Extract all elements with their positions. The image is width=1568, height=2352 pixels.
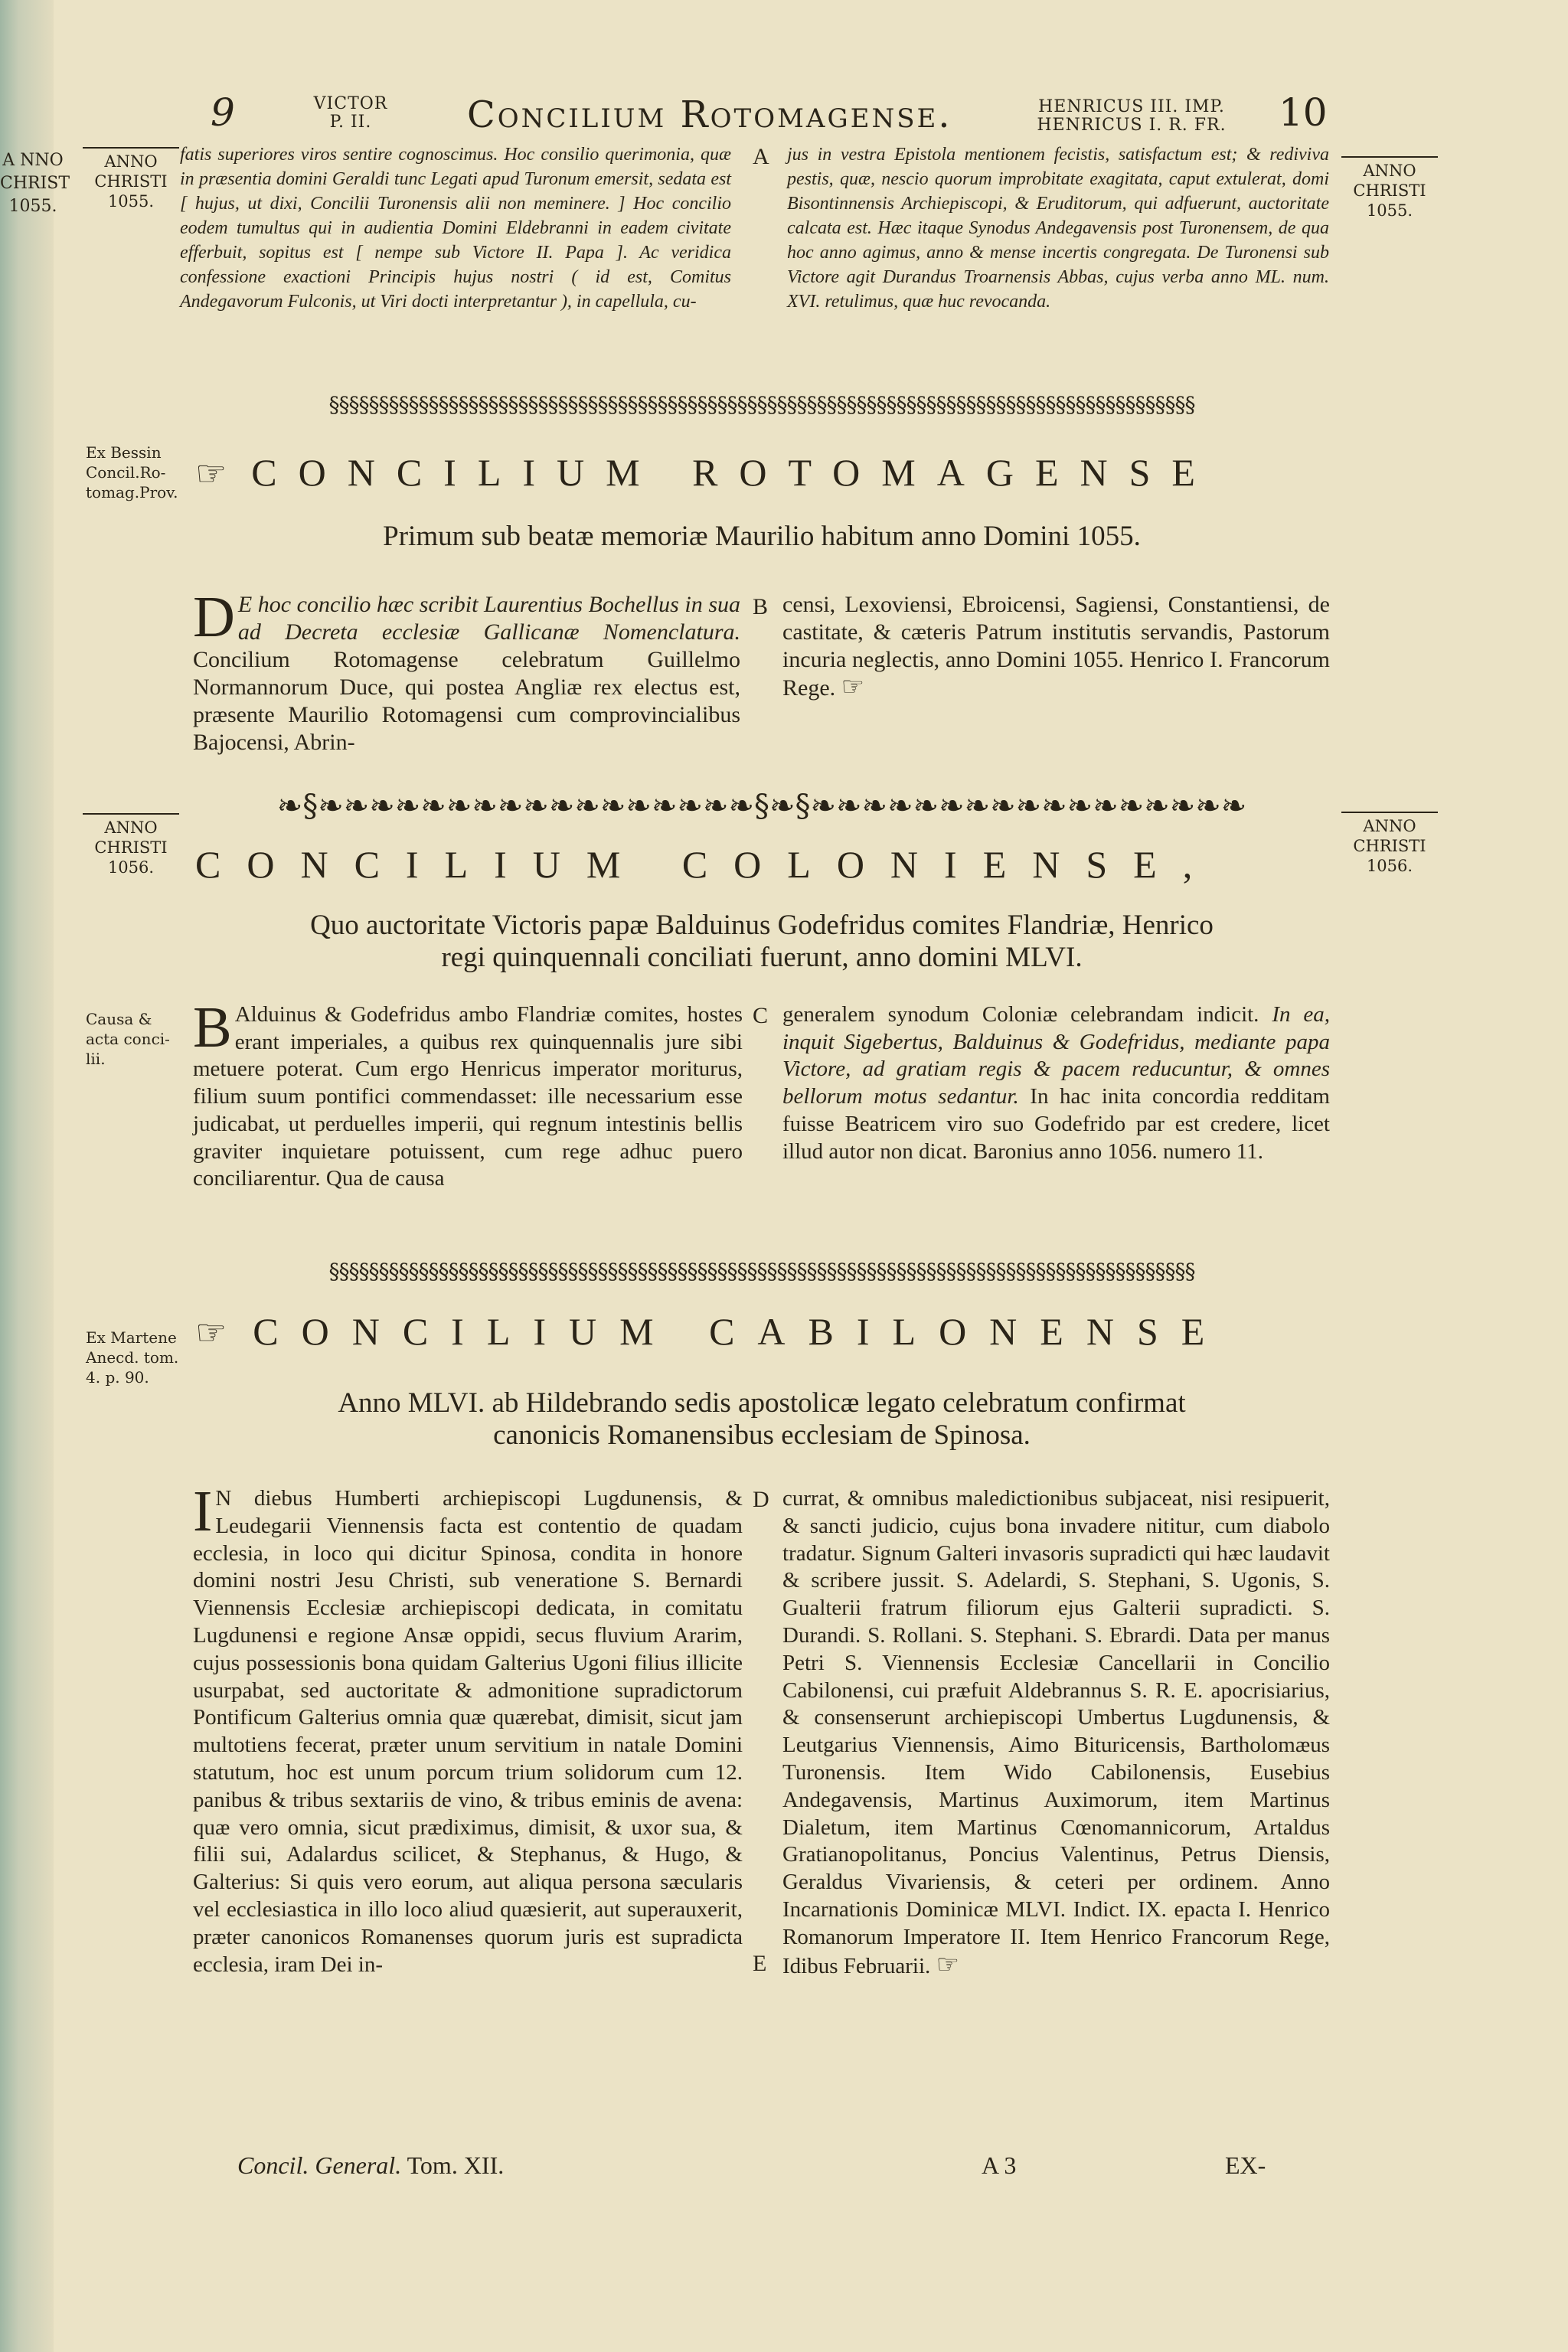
paragraph-text: Concilium Rotomagense celebratum Guillelmo Normannorum Duce, qui postea Angliæ rex electus est, præsente Maurilio Rotomagensi cum comprovincialibus Bajocensi, Abrin- <box>193 647 740 755</box>
running-line: VICTOR <box>313 94 388 113</box>
note-line: Ex Martene <box>86 1328 177 1347</box>
note-line: CHRISTI <box>94 172 168 191</box>
ornament-band: §§§§§§§§§§§§§§§§§§§§§§§§§§§§§§§§§§§§§§§§§§§§§§§§§§§§§§§§§§§§§§§§§§§§§§§§§§§§§§§§§§§§§§§ <box>328 394 1195 416</box>
note-line: CHRISTI <box>1353 837 1426 855</box>
page-number-left: 9 <box>211 90 235 135</box>
column-marker-a: A <box>753 144 769 169</box>
section-right-column <box>782 1485 1330 1980</box>
note-line: Concil.Ro- <box>86 463 166 482</box>
note-line: 1055. <box>1366 201 1413 220</box>
binding-gutter <box>0 0 54 2352</box>
section-title-text: CONCILIUM ROTOMAGENSE <box>251 451 1217 494</box>
top-left-column: fatis superiores viros sentire cognoscimus. Hoc consilio querimonia, quæ in præsentia domini Geraldi tunc Legati apud Turonum emersit, sedata est [ hujus, ut dixi, Concilii Turonensis alii non meminere. ] Hoc concilio eodem tumultus qui in audientia Domini Eldebranni in eadem civitate efferbuit, sopitus est [ nempe sub Victore II. Papa ]. Ac veridica confessione exactioni Principis hujus nostri ( id est, Comitus Andegavorum Fulconis, ut Viri docti interpretantur ), in capellula, cu- <box>180 145 731 312</box>
ornament-band: §§§§§§§§§§§§§§§§§§§§§§§§§§§§§§§§§§§§§§§§§§§§§§§§§§§§§§§§§§§§§§§§§§§§§§§§§§§§§§§§§§§§§§§ <box>328 1260 1195 1283</box>
paragraph-text: Alduinus & Godefridus ambo Flandriæ comites, hostes erant imperiales, a quibus rex quinquennalis jure sibi metuere poterat. Cum ergo Henricus imperator moriturus, filium suum pontifici commendasset: ille necessarium esse judicabat, ut perduelles imperii, qui regnum intestinis bellis graviter inquietare potuissent, cum rege adhuc puero conciliarentur. Qua de causa <box>193 1002 743 1191</box>
binding-margin-note <box>0 149 70 218</box>
signature-mark: A 3 <box>982 2151 1017 2179</box>
pointing-hand-icon: ☞ <box>195 1313 250 1352</box>
section-title <box>195 450 1328 495</box>
pointing-hand-icon: ☞ <box>195 454 249 493</box>
paragraph-text: currat, & omnibus maledictionibus subjaceat, nisi resipuerit, & sancti judicio, cujus bona invadere nititur, cum diabolo tradatur. Signum Galteri invasoris supradicti qui hæc laudavit & scribere jussit. S. Adelardi, S. Stephani, S. Ugonis, S. Gualterii fratrum filiorum ejus Galterii supradicti. S. Durandi. S. Rollani. S. Stephani. S. Ebrardi. Data per manus Petri S. Viennensis Ecclesiæ Cancellarii in Concilio Cabilonensi, cui præfuit Aldebrannus S. R. E. apocrisiarius, & consenserunt archiepiscopi Umbertus Lugdunensis, & Leutgarius Viennensis, Aimo Bituricensis, Bartholomæus Turonensis. Item Wido Cabilonensis, Eusebius Andegavensis, Martinus Auximorum, item Martinus Dialetum, item Martinus Cœnomannicorum, Artaldus Gratianopolitanus, Poncius Valentinus, Petrus Diensis, Geraldus Vivariensis, & ceteri per ordinem. Anno Incarnationis Dominicæ MLVI. Indict. IX. epacta I. Henrico Romanorum Imperatore II. Item Henrico Francorum Rege, Idibus Februarii. <box>782 1486 1330 1978</box>
section-title: CONCILIUM COLONIENSE, <box>195 843 1219 886</box>
running-line: P. II. <box>329 113 372 132</box>
subtitle-line: Quo auctoritate Victoris papæ Balduinus Godefridus comites Flandriæ, Henrico <box>310 910 1214 941</box>
running-line: HENRICUS III. IMP. <box>1038 97 1225 116</box>
running-head-right <box>1032 98 1231 135</box>
note-line: ANNO <box>104 818 158 837</box>
section-subtitle <box>195 1387 1328 1452</box>
note-line: ANNO <box>104 152 158 171</box>
paragraph-text: generalem synodum Coloniæ celebrandam indicit. <box>782 1002 1272 1027</box>
pointing-hand-icon: ☞ <box>841 673 865 701</box>
section-title-text: CONCILIUM CABILONENSE <box>253 1310 1228 1353</box>
note-line: 1055. <box>8 197 57 216</box>
note-line: acta conci- <box>86 1030 170 1048</box>
running-line: HENRICUS I. R. FR. <box>1037 116 1227 135</box>
paragraph-text: censi, Lexoviensi, Ebroicensi, Sagiensi, Constantiensi, de castitate, & cæteris Patrum institutis servandis, Pastorum incuria neglectis, anno Domini 1055. Henrico I. Francorum Rege. <box>782 592 1330 701</box>
italic-quote: In ea, inquit Sigebertus, Balduinus & Godefridus, mediante papa Victore, ad gratiam regis & pacem reducuntur, & omnes bellorum motus sedantur. <box>782 1002 1330 1109</box>
section-left-column <box>193 585 740 756</box>
italic-quote: E hoc concilio hæc scribit Laurentius Bochellus in sua ad Decreta ecclesiæ Gallicanæ Nomenclatura. <box>237 592 740 645</box>
note-line: lii. <box>86 1050 106 1068</box>
margin-year-right <box>1341 156 1438 220</box>
note-line: Anecd. tom. <box>86 1348 179 1367</box>
pointing-hand-icon: ☞ <box>936 1950 960 1979</box>
note-line: CHRISTI <box>94 838 168 857</box>
section-subtitle <box>195 910 1328 974</box>
side-note <box>86 1009 170 1069</box>
note-line: ANNO <box>1363 817 1416 835</box>
paragraph-text: N diebus Humberti archiepiscopi Lugdunensis, & Leudegarii Viennensis facta est contentio de quadam ecclesia, in loco qui dicitur Spinosa, condita in honore domini nostri Jesu Christi, sub veneratione S. Bernardi Viennensis Ecclesiæ archiepiscopi dedicata, in comitatu Lugdunensi e regione Ansæ oppidi, secus fluvium Ararim, cujus possessionis bona quidam Galterius Ugoni filius illicite usurpabat, sed auctoritate & admonitione supradictorum Pontificum Galterius omnia quæ quærebat, dimisit, sicut jam multotiens fecerat, præter unum servitium in natale Domini statutum, hoc est unum porcum trium solidorum cum 12. panibus & tribus sextariis de vino, & tribus eminis de avena: quæ vero omnia, sicut prædiximus, dimisit, & uxor sua, & filii sui, Adalardus scilicet, & Stephanus, & Hugo, & Galterius: Si quis vero eorum, aut aliqua persona sæcularis vel ecclesiastica in illo loco aliud quæsierit, aut superauxerit, præter canonicos Romanenses quorum juris est supradicta ecclesia, iram Dei in- <box>193 1486 743 1977</box>
ornament-band: ❧§❧❧❧❧❧❧❧❧❧❧❧❧❧❧❧❧❧§❧§❧❧❧❧❧❧❧❧❧❧❧❧❧❧❧❧❧ <box>276 789 1247 824</box>
drop-cap: D <box>193 585 235 649</box>
section-subtitle: Primum sub beatæ memoriæ Maurilio habitum anno Domini 1055. <box>383 521 1141 552</box>
note-line: 1056. <box>1366 857 1413 875</box>
note-line: tomag.Prov. <box>86 483 178 501</box>
subtitle-line: Anno MLVI. ab Hildebrando sedis apostolicæ legato celebratum confirmat <box>338 1387 1186 1419</box>
column-marker-e: E <box>753 1951 767 1976</box>
section-left-column <box>193 995 743 1193</box>
section-right-column <box>782 591 1330 702</box>
catchword: EX- <box>1225 2151 1266 2179</box>
page-number-right: 10 <box>1279 90 1328 135</box>
note-line: Causa & <box>86 1010 152 1028</box>
note-line: 1055. <box>107 192 155 211</box>
footer-text: Tom. XII. <box>407 2151 505 2179</box>
note-line: CHRISTI <box>1353 181 1426 200</box>
note-line: CHRIST <box>0 174 70 193</box>
margin-year-right <box>1341 812 1438 876</box>
margin-year-left <box>83 813 179 877</box>
column-marker-d: D <box>753 1487 769 1512</box>
column-marker-c: C <box>753 1003 769 1028</box>
source-note <box>86 1328 178 1387</box>
subtitle-line: canonicis Romanensibus ecclesiam de Spinosa. <box>493 1419 1031 1451</box>
paragraph-text: In hac inita concordia redditam fuisse Beatricem viro suo Godefrido par est credere, licet illud autor non dicat. Baronius anno 1056. numero 11. <box>782 1084 1330 1164</box>
margin-year-left <box>83 147 179 211</box>
note-line: A NNO <box>2 151 64 170</box>
drop-cap: B <box>193 995 232 1060</box>
source-note <box>86 443 178 502</box>
section-right-column <box>782 1001 1330 1165</box>
drop-cap: I <box>193 1479 213 1544</box>
section-left-column <box>193 1479 743 1978</box>
column-marker-b: B <box>753 594 769 619</box>
note-line: 1056. <box>107 858 155 877</box>
subtitle-line: regi quinquennali conciliati fuerunt, anno domini MLVI. <box>441 942 1083 973</box>
top-right-column: jus in vestra Epistola mentionem fecistis, satisfactum est; & rediviva pestis, quæ, nescio quorum improbitate exagitata, caput extulerat, domi Bisontinnensis Archiepiscopi, & Eruditorum, qui adfuerunt, auctoritate calcata est. Hæc itaque Synodus Andegavensis post Turonensem, de qua hoc anno agimus, anno & mense incertis congregata. De Turonensi sub Victore agit Durandus Troarnensis Abbas, cujus verba anno ML. num. XVI. retulimus, quæ huc revocanda. <box>787 145 1329 312</box>
footer-volume <box>237 2151 504 2180</box>
page-title: Concilium Rotomagense. <box>467 93 952 136</box>
note-line: 4. p. 90. <box>86 1368 149 1387</box>
footer-italic: Concil. General. <box>237 2151 402 2179</box>
note-line: Ex Bessin <box>86 443 162 462</box>
running-head-left <box>305 95 397 132</box>
section-title <box>195 1309 1328 1354</box>
note-line: ANNO <box>1363 162 1416 180</box>
